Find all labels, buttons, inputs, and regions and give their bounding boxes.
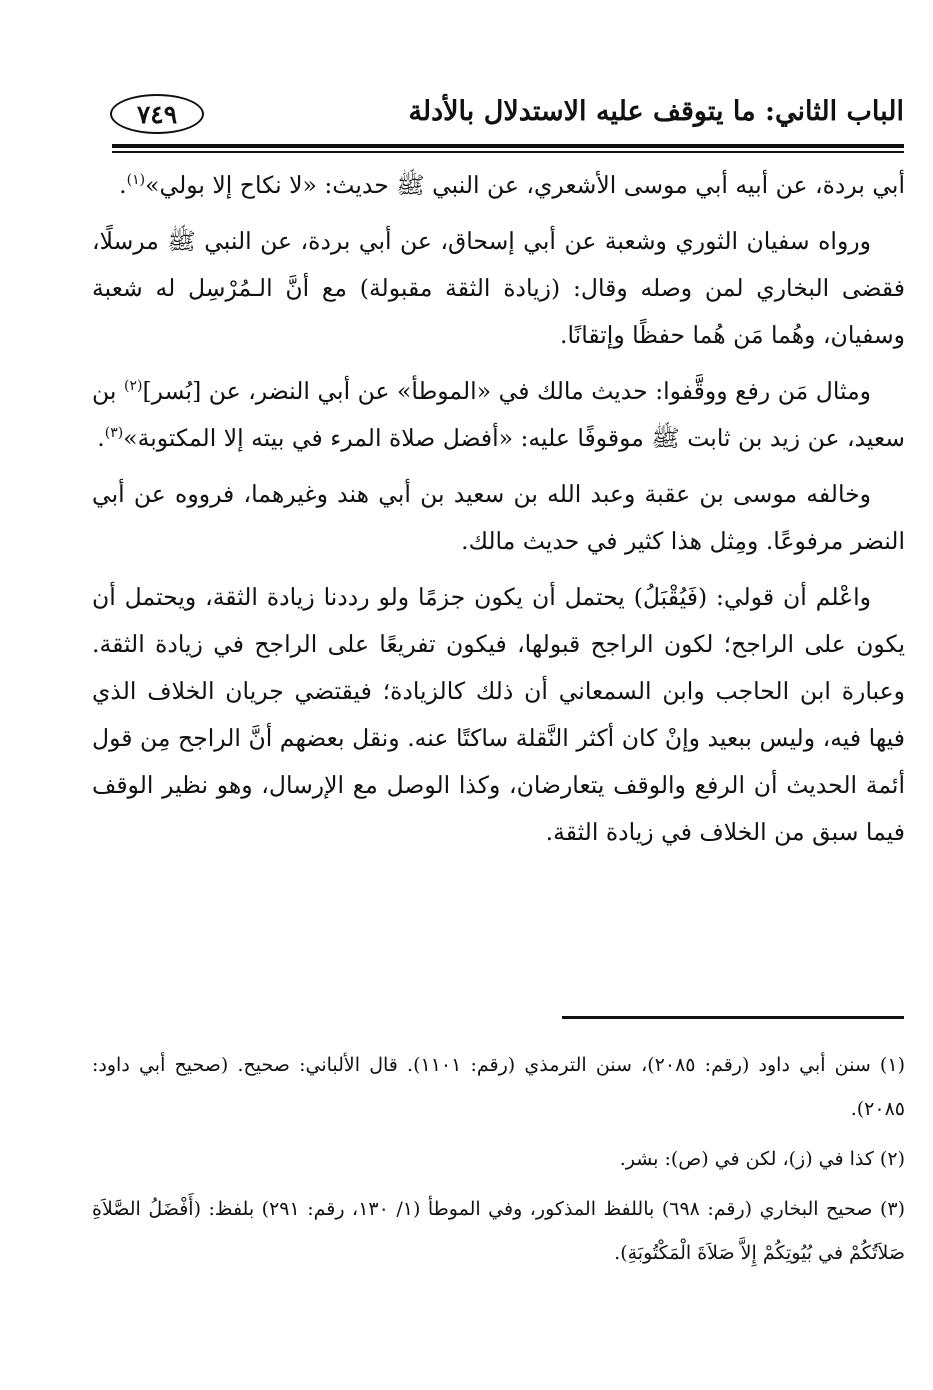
- paragraph-text: ورواه سفيان الثوري وشعبة عن أبي إسحاق، عن أبي بردة، عن النبي ﷺ مرسلًا، فقضى البخاري لمن وصله وقال: (زيادة الثقة مقبولة) مع أنَّ الـمُرْسِل له شعبة وسفيان، وهُما مَن هُما حفظًا وإتقانًا.: [92, 227, 905, 349]
- footnote-ref-2: (٢): [123, 378, 143, 395]
- paragraph-text: أبي بردة، عن أبيه أبي موسى الأشعري، عن النبي ﷺ حديث: «لا نكاح إلا بولي»: [145, 171, 905, 199]
- paragraph-text: واعْلم أن قولي: (فَيُقْبَلُ) يحتمل أن يكون جزمًا ولو رددنا زيادة الثقة، ويحتمل أن يكون على الراجح؛ لكون الراجح قبولها، فيكون تفريعًا على الراجح في زيادة الثقة. وعبارة ابن الحاجب وابن السمعاني أن ذلك كالزيادة؛ فيقتضي جريان الخلاف الذي فيها فيه، وليس ببعيد وإنْ كان أكثر النَّقلة ساكتًا عنه. ونقل بعضهم أنَّ الراجح مِن قول أئمة الحديث أن الرفع والوقف يتعارضان، وكذا الوصل مع الإرسال، وهو نظير الوقف فيما سبق من الخلاف في زيادة الثقة.: [92, 583, 905, 846]
- page-number: ٧٤٩: [110, 94, 204, 134]
- header-rule-thin: [112, 151, 904, 153]
- paragraph-2: [92, 218, 905, 359]
- main-text: [92, 162, 905, 865]
- footnote-separator: [562, 1016, 904, 1019]
- paragraph-tail: .: [119, 171, 127, 199]
- paragraph-tail: بن سعيد، عن زيد بن ثابت ﷺ موقوفًا عليه: «أفضل صلاة المرء في بيته إلا المكتوبة»: [92, 377, 905, 452]
- paragraph-3: [92, 368, 905, 462]
- chapter-title: الباب الثاني: ما يتوقف عليه الاستدلال بالأدلة: [408, 96, 904, 127]
- paragraph-4: [92, 471, 905, 565]
- footnotes: [92, 1043, 905, 1281]
- paragraph-text: ومثال مَن رفع ووقَّفوا: حديث مالك في «الموطأ» عن أبي النضر، عن [بُسر]: [142, 377, 872, 405]
- footnote-ref-1: (١): [126, 172, 146, 189]
- header-rule-thick: [112, 144, 904, 148]
- running-header: [108, 92, 904, 142]
- footnote-ref-3: (٣): [104, 425, 124, 442]
- paragraph-text: وخالفه موسى بن عقبة وعبد الله بن سعيد بن أبي هند وغيرهما، فرووه عن أبي النضر مرفوعًا. ومِثل هذا كثير في حديث مالك.: [92, 480, 905, 555]
- footnote-2: (٢) كذا في (ز)، لكن في (ص): بشر.: [619, 1148, 905, 1170]
- paragraph-1: [92, 162, 905, 209]
- paragraph-end: .: [97, 424, 105, 452]
- footnote-1: (١) سنن أبي داود (رقم: ٢٠٨٥)، سنن الترمذي (رقم: ١١٠١). قال الألباني: صحيح. (صحيح أبي داود: ٢٠٨٥).: [92, 1054, 905, 1120]
- footnote-3: (٣) صحيح البخاري (رقم: ٦٩٨) باللفظ المذكور، وفي الموطأ (١/ ١٣٠، رقم: ٢٩١) بلفظ: (أَفْضَلُ الصَّلاَةِ صَلاَتُكُمْ في بُيُوتِكُمْ إِلاَّ صَلاَةَ الْمَكْتُوبَةِ).: [92, 1198, 905, 1264]
- paragraph-5: [92, 574, 905, 856]
